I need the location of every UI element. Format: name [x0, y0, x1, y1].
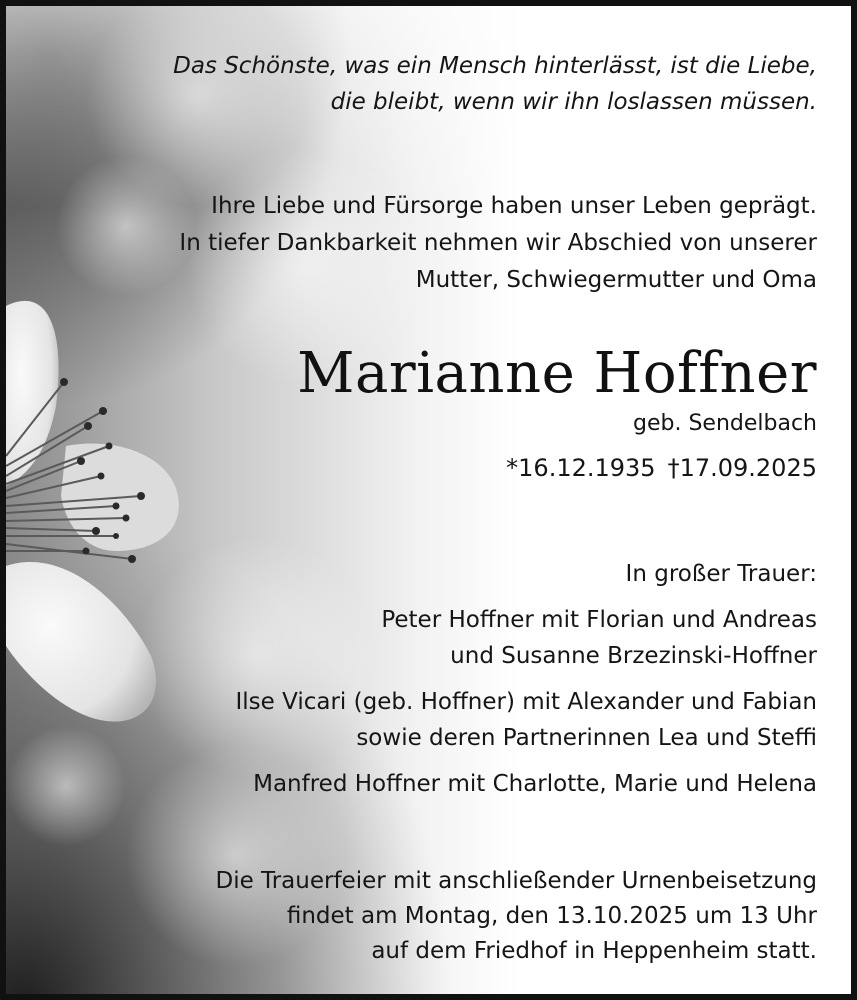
blossom-photo-background — [6, 6, 857, 1000]
funeral-info — [216, 864, 818, 969]
life-dates — [506, 450, 817, 486]
mourners-block — [236, 556, 818, 802]
birth-date: *16.12.1935 — [506, 454, 656, 482]
funeral-line: findet am Montag, den 13.10.2025 um 13 Uhr — [286, 903, 817, 929]
mourner-line: Manfred Hoffner mit Charlotte, Marie und Helena — [253, 771, 817, 797]
funeral-line: auf dem Friedhof in Heppenheim statt. — [371, 938, 817, 964]
motto — [173, 48, 817, 120]
mourner-line: und Susanne Brzezinski-Hoffner — [450, 643, 817, 669]
intro-line: Mutter, Schwiegermutter und Oma — [415, 267, 817, 293]
motto-line: die bleibt, wenn wir ihn loslassen müssen. — [330, 89, 817, 115]
birth-name: geb. Sendelbach — [633, 411, 817, 436]
motto-line: Das Schönste, was ein Mensch hinterlässt, ist die Liebe, — [173, 53, 817, 79]
intro-text — [179, 188, 817, 299]
mourner-line: Ilse Vicari (geb. Hoffner) mit Alexander und Fabian — [235, 689, 817, 715]
death-date: †17.09.2025 — [667, 454, 817, 482]
funeral-line: Die Trauerfeier mit anschließender Urnenbeisetzung — [215, 868, 817, 894]
mourner-line: sowie deren Partnerinnen Lea und Steffi — [356, 725, 817, 751]
mourner-line: Peter Hoffner mit Florian und Andreas — [381, 607, 817, 633]
mourners-heading: In großer Trauer: — [625, 561, 817, 587]
intro-line: Ihre Liebe und Fürsorge haben unser Leben geprägt. — [211, 193, 817, 219]
deceased-name: Marianne Hoffner — [297, 341, 817, 406]
intro-line: In tiefer Dankbarkeit nehmen wir Abschied von unserer — [179, 230, 817, 256]
